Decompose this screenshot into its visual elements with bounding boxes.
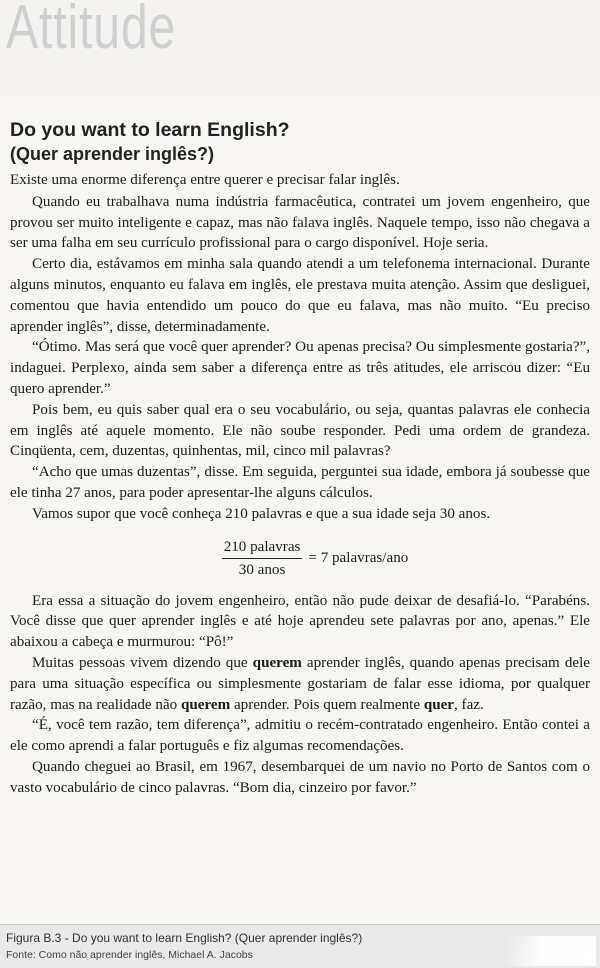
paragraph-1: Existe uma enorme diferença entre querer e precisar falar inglês. bbox=[10, 172, 400, 188]
article bbox=[10, 118, 590, 799]
paragraph-9-text-1: Muitas pessoas vivem dizendo que bbox=[32, 654, 253, 671]
paragraph-11: Quando cheguei ao Brasil, em 1967, desembarquei de um navio no Porto de Santos com o vasto vocabulário de cinco palavras. “Bom dia, cinzeiro por favor.” bbox=[10, 758, 590, 796]
paragraph-4: “Ótimo. Mas será que você quer aprender? Ou apenas precisa? Ou simplesmente gostaria?”, indaguei. Perplexo, ainda sem saber a diferença entre as três atitudes, ele arriscou dizer: “Eu quero aprender.” bbox=[10, 339, 590, 397]
paragraph-9-text-4: , faz. bbox=[454, 696, 484, 713]
article-title: Do you want to learn English? bbox=[10, 119, 290, 141]
article-subtitle: (Quer aprender inglês?) bbox=[10, 144, 215, 164]
emphasis-quer: quer bbox=[423, 696, 454, 713]
page-corner-decoration bbox=[506, 936, 596, 966]
paragraph-5: Pois bem, eu quis saber qual era o seu vocabulário, ou seja, quantas palavras ele conhecia em inglês até aquele momento. Ele não soube responder. Pedi uma ordem de grandeza. Cinqüenta, cem, duzentas, quinhentas, mil, cinco mil palavras? bbox=[10, 401, 590, 460]
paragraph-9-text-2: aprender inglês, quando apenas precisam dele para uma situação específica ou simplesmente gostariam de falar esse idioma, por qualquer razão, mas na realidade não bbox=[10, 654, 590, 713]
figure-caption bbox=[0, 924, 600, 968]
figure-caption-source: Fonte: Como não aprender inglês, Michael A. Jacobs bbox=[6, 949, 253, 961]
formula bbox=[40, 538, 590, 579]
section-title-attitude: Attitude bbox=[6, 0, 177, 62]
fraction-numerator: 210 palavras bbox=[222, 538, 303, 559]
paragraph-3: Certo dia, estávamos em minha sala quando atendi a um telefonema internacional. Durante alguns minutos, enquanto eu falava em inglês, ele prestava muita atenção. Assim que desliguei, comentou que havia entendido um pouco do que eu falava, mas não muito. “Eu preciso aprender inglês”, disse, determinadamente. bbox=[10, 256, 590, 335]
paragraph-6: “Acho que umas duzentas”, disse. Em seguida, perguntei sua idade, embora já soubesse que ele tinha 27 anos, para poder apresentar-lhe alguns cálculos. bbox=[10, 464, 590, 501]
paragraph-10: “É, você tem razão, tem diferença”, admitiu o recém-contratado engenheiro. Então contei a ele como aprendi a falar português e fiz algumas recomendações. bbox=[10, 717, 590, 755]
paragraph-2: Quando eu trabalhava numa indústria farmacêutica, contratei um jovem engenheiro, que provou ser muito inteligente e capaz, mas não falava inglês. Naquele tempo, isso não chegava a ser uma falha em seu currículo profissional para o cargo disponível. Hoje seria. bbox=[10, 193, 590, 252]
emphasis-querem-1: querem bbox=[252, 654, 302, 671]
paragraph-9 bbox=[10, 653, 590, 715]
emphasis-querem-2: querem bbox=[180, 696, 231, 713]
page-header bbox=[0, 0, 600, 96]
figure-caption-title: Figura B.3 - Do you want to learn English? (Quer aprender inglês?) bbox=[6, 931, 363, 945]
fraction-denominator: 30 anos bbox=[238, 561, 286, 578]
fraction bbox=[222, 538, 303, 579]
paragraph-7: Vamos supor que você conheça 210 palavras e que a sua idade seja 30 anos. bbox=[32, 505, 491, 522]
fraction-result: = 7 palavras/ano bbox=[308, 549, 409, 566]
paragraph-8: Era essa a situação do jovem engenheiro, então não pude deixar de desafiá-lo. “Parabéns. Você disse que quer aprender inglês e até hoje aprendeu sete palavras por ano, apenas.” Ele abaixou a cabeça e murmurou: “Pô!” bbox=[10, 592, 590, 651]
paragraph-9-text-3: aprender. Pois quem realmente bbox=[230, 696, 424, 713]
